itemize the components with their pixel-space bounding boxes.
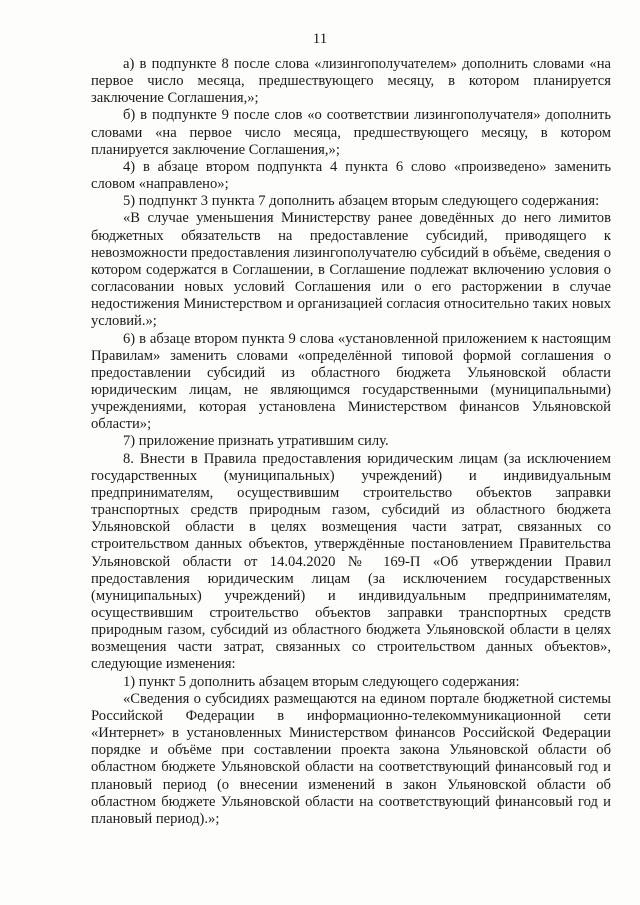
paragraph-8b: б) в подпункте 9 после слов «о соответствии лизингополучателя» дополнить словами «на первое число месяца, предшествующего месяцу, в котором планируется заключение Соглашения,»; (91, 107, 611, 158)
paragraph-quote-subsidies: «Сведения о субсидиях размещаются на едином портале бюджетной системы Российской Федерации в информационно-телекоммуникационной сети «Интернет» в установленных Министерством финансов Российской Федерации порядке и объёме при составлении проекта закона Ульяновской области об областном бюджете Ульяновской области на соответствующий финансовый год и плановый период (о внесении изменений в закон Ульяновской области об областном бюджете Ульяновской области на соответствующий финансовый год и плановый период).»; (91, 690, 611, 827)
paragraph-quote-limits: «В случае уменьшения Министерству ранее доведённых до него лимитов бюджетных обязательств на предоставление субсидий, приводящего к невозможности предоставления лизингополучателю субсидий в объёме, сведения о котором содержатся в Соглашении, в Соглашение подлежат включению условия о согласовании новых условий Соглашения или о его расторжении в случае недостижения Министерством и организацией согласия относительно таких новых условий.»; (91, 210, 611, 330)
document-body (91, 56, 611, 828)
paragraph-section-8: 8. Внести в Правила предоставления юридическим лицам (за исключением государственных (муниципальных) учреждений) и индивидуальным предпринимателям, осуществившим строительство объектов заправки транспортных средств природным газом, субсидий из областного бюджета Ульяновской области в целях возмещения части затрат, связанных со строительством данных объектов, утверждённые постановлением Правительства Ульяновской области от 14.04.2020 № 169-П «Об утверждении Правил предоставления юридическим лицам (за исключением государственных (муниципальных) учреждений) и индивидуальным предпринимателям, осуществившим строительство объектов заправки транспортных средств природным газом, субсидий из областного бюджета Ульяновской области в целях возмещения части затрат, связанных со строительством данных объектов», следующие изменения: (91, 450, 611, 673)
paragraph-item-4: 4) в абзаце втором подпункта 4 пункта 6 слово «произведено» заменить словом «направлено»; (91, 158, 611, 193)
paragraph-8a: а) в подпункте 8 после слова «лизингополучателем» дополнить словами «на первое число месяца, предшествующего месяцу, в котором планируется заключение Соглашения,»; (91, 56, 611, 107)
paragraph-item-6: 6) в абзаце втором пункта 9 слова «установленной приложением к настоящим Правилам» заменить словами «определённой типовой формой соглашения о предоставлении субсидий из областного бюджета Ульяновской области юридическим лицам, не являющимся государственными (муниципальными) учреждениями, которая установлена Министерством финансов Ульяновской области»; (91, 330, 611, 433)
paragraph-item-5: 5) подпункт 3 пункта 7 дополнить абзацем вторым следующего содержания: (123, 193, 600, 210)
paragraph-item-7: 7) приложение признать утратившим силу. (123, 433, 389, 450)
page-number: 11 (312, 31, 328, 47)
paragraph-section-8-item-1: 1) пункт 5 дополнить абзацем вторым следующего содержания: (123, 673, 520, 690)
